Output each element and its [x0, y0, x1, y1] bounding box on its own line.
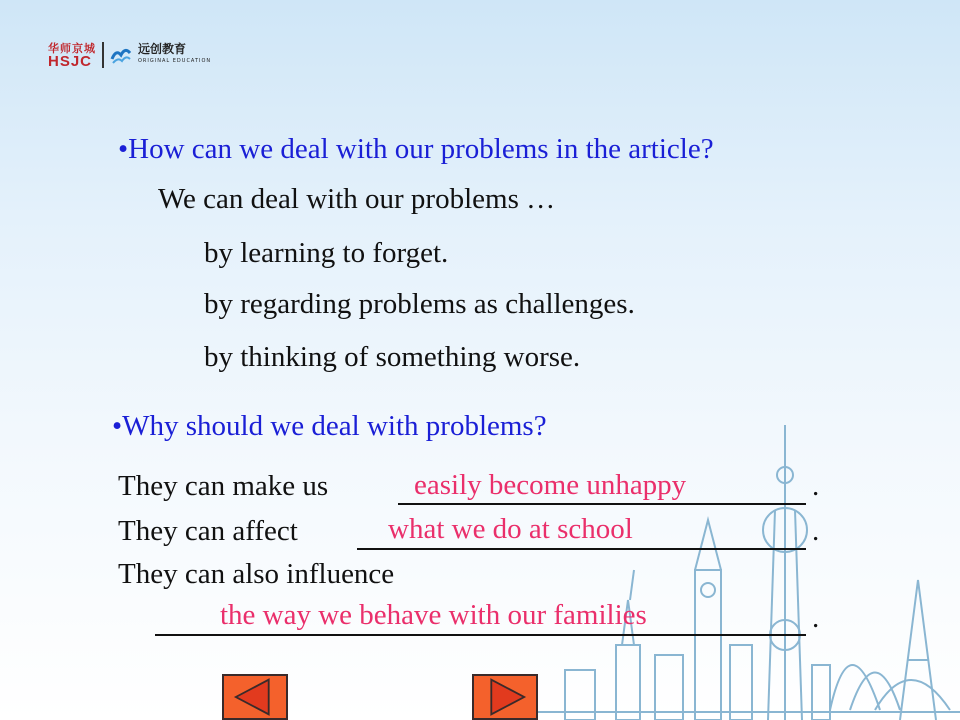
logo-brand — [48, 42, 96, 68]
answer-item: by regarding problems as challenges. — [204, 288, 635, 320]
answer-item: by thinking of something worse. — [204, 341, 581, 373]
answer-blank — [357, 548, 806, 550]
answer-intro: We can deal with our problems … — [158, 183, 556, 215]
sentence-period: . — [812, 470, 820, 502]
fill-answer: easily become unhappy — [414, 469, 687, 501]
sentence-prefix: They can affect — [118, 515, 298, 547]
answer-item: by learning to forget. — [204, 237, 449, 269]
logo-separator — [102, 42, 104, 68]
question-1: •How can we deal with our problems in the article? — [118, 133, 714, 165]
fill-answer: the way we behave with our families — [220, 599, 647, 631]
wave-logo-icon — [110, 45, 132, 65]
sentence-prefix: They can also influence — [118, 558, 395, 590]
answer-blank — [155, 634, 806, 636]
question-2: •Why should we deal with problems? — [112, 410, 547, 442]
answer-blank — [398, 503, 806, 505]
sentence-prefix: They can make us — [118, 470, 329, 502]
triangle-right-icon — [474, 676, 536, 718]
sentence-period: . — [812, 602, 820, 634]
previous-slide-button[interactable] — [222, 674, 288, 720]
city-skyline-illustration — [530, 420, 960, 720]
logo-mark: 远创教育 ORIGINAL EDUCATION — [138, 42, 212, 64]
triangle-left-icon — [224, 676, 286, 718]
logo — [48, 42, 211, 68]
fill-answer: what we do at school — [388, 513, 633, 545]
logo-cn: 华师京城 — [48, 42, 96, 55]
next-slide-button[interactable] — [472, 674, 538, 720]
sentence-period: . — [812, 515, 820, 547]
logo-en: HSJC — [48, 53, 93, 70]
